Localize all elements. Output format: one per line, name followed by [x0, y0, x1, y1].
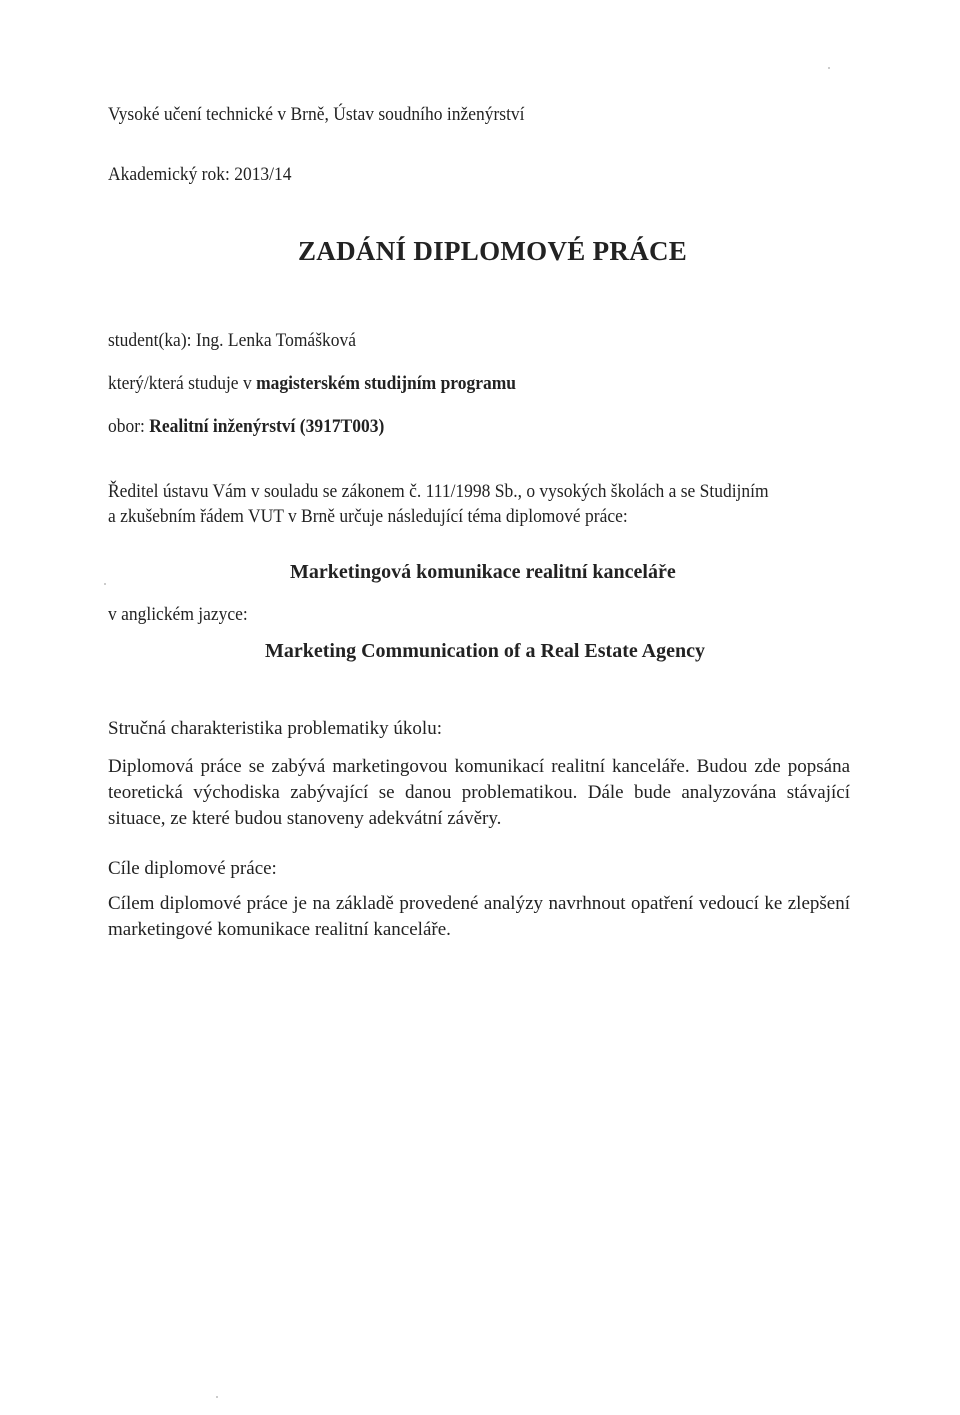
scan-speck: [104, 583, 106, 585]
goals-heading: Cíle diplomové práce:: [108, 858, 277, 879]
study-program: magisterském studijním programu: [256, 373, 517, 394]
document-title: ZADÁNÍ DIPLOMOVÉ PRÁCE: [298, 236, 688, 266]
study-field: Realitní inženýrství (3917T003): [149, 416, 385, 437]
program-line: [108, 373, 516, 395]
field-line: [108, 416, 384, 438]
goals-text: Cílem diplomové práce je na základě provedené analýzy navrhnout opatření vedoucí ke zlepšení marketingové komunikace realitní kanceláře.: [108, 893, 850, 940]
field-label: obor:: [108, 416, 145, 437]
scan-speck: [828, 67, 830, 69]
academic-year-line: Akademický rok: 2013/14: [108, 164, 292, 185]
institution-line: Vysoké učení technické v Brně, Ústav soudního inženýrství: [108, 104, 525, 125]
intro-line-2: a zkušebním řádem VUT v Brně určuje následující téma diplomové práce:: [108, 506, 628, 527]
english-label: v anglickém jazyce:: [108, 604, 248, 625]
summary-heading: Stručná charakteristika problematiky úkolu:: [108, 718, 442, 739]
student-label: student(ka):: [108, 330, 192, 351]
intro-line-1: Ředitel ústavu Vám v souladu se zákonem č. 111/1998 Sb., o vysokých školách a se Studijním: [108, 481, 769, 502]
student-name: Ing. Lenka Tomášková: [195, 330, 356, 351]
thesis-title-czech: Marketingová komunikace realitní kanceláře: [290, 561, 676, 583]
scan-speck: [216, 1396, 218, 1398]
program-prefix: který/která studuje v: [108, 373, 252, 394]
student-line: [108, 330, 356, 352]
thesis-title-english: Marketing Communication of a Real Estate Agency: [265, 640, 705, 662]
summary-text: Diplomová práce se zabývá marketingovou komunikací realitní kanceláře. Budou zde popsána teoretická východiska zabývající se danou problematikou. Dále bude analyzována stávající situace, ze které budou stanoveny adekvátní závěry.: [108, 756, 850, 829]
